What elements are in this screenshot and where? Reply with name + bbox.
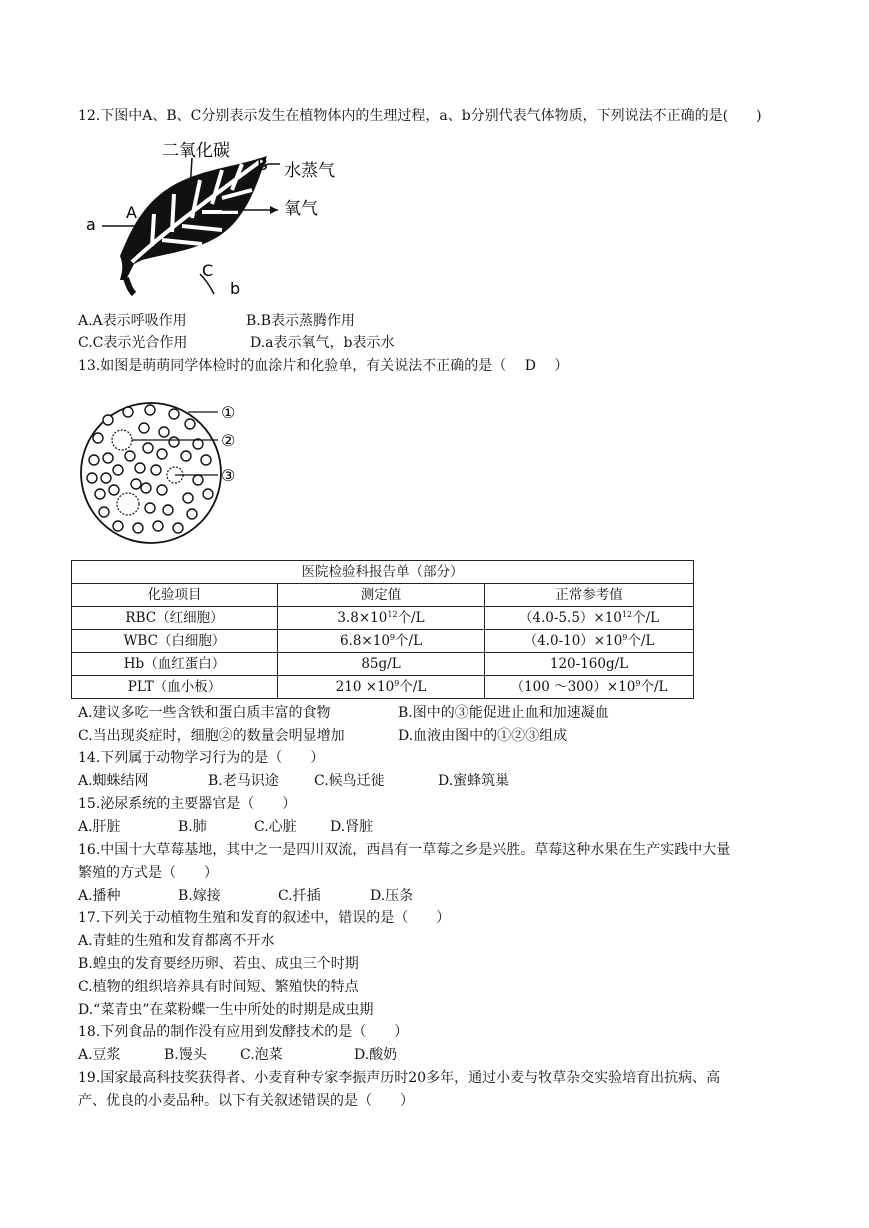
label-co2: 二氧化碳 bbox=[162, 141, 230, 161]
table-row bbox=[72, 653, 694, 676]
red-blood-cell bbox=[93, 433, 103, 443]
header-measured: 测定值 bbox=[278, 584, 485, 607]
row-item: RBC（红细胞） bbox=[72, 607, 278, 630]
q16-option-b: B.嫁接 bbox=[178, 888, 221, 904]
red-blood-cell bbox=[135, 463, 145, 473]
label-a: a bbox=[86, 215, 96, 234]
q12-option-a: A.A表示呼吸作用 bbox=[78, 313, 187, 329]
q15-option-d: D.肾脏 bbox=[330, 819, 374, 835]
lab-report-table bbox=[71, 560, 694, 699]
q14-stem: 14.下列属于动物学习行为的是（ ） bbox=[78, 750, 325, 766]
red-blood-cell bbox=[157, 449, 167, 459]
red-blood-cell bbox=[113, 465, 123, 475]
row-measured: $210 \times 10^9$个/L bbox=[278, 676, 485, 699]
q16-option-c: C.扦插 bbox=[278, 888, 321, 904]
row-measured: 85g/L bbox=[278, 653, 485, 676]
label-2: ② bbox=[221, 431, 236, 450]
row-reference: $(4.0-5.5)\times 10^{12}$个/L bbox=[485, 607, 694, 630]
red-blood-cell bbox=[89, 455, 99, 465]
label-C: C bbox=[202, 261, 214, 280]
red-blood-cell bbox=[139, 423, 149, 433]
q18-option-b: B.馒头 bbox=[164, 1047, 207, 1063]
q18-option-a: A.豆浆 bbox=[78, 1047, 121, 1063]
q12-option-b: B.B表示蒸腾作用 bbox=[246, 313, 356, 329]
q12-stem: 12.下图中A、B、C分别表示发生在植物体内的生理过程，a、b分别代表气体物质，下列说法不正确的是( ) bbox=[78, 108, 762, 124]
q16-option-d: D.压条 bbox=[370, 888, 414, 904]
q17-stem: 17.下列关于动植物生殖和发育的叙述中，错误的是（ ） bbox=[78, 910, 451, 926]
red-blood-cell bbox=[163, 505, 173, 515]
q17-option-a: A.青蛙的生殖和发育都离不开水 bbox=[78, 933, 275, 949]
red-blood-cell bbox=[151, 465, 161, 475]
red-blood-cell bbox=[123, 407, 133, 417]
q19-stem-line1: 19.国家最高科技奖获得者、小麦育种专家李振声历时20多年，通过小麦与牧草杂交实验培育出抗病、高 bbox=[78, 1070, 721, 1086]
label-b: b bbox=[230, 279, 241, 298]
row-measured: $6.8\times 10^9$个/L bbox=[278, 630, 485, 653]
label-vapor: 水蒸气 bbox=[284, 161, 335, 181]
q14-option-a: A.蜘蛛结网 bbox=[78, 773, 149, 789]
red-blood-cell bbox=[173, 523, 183, 533]
label-3: ③ bbox=[221, 466, 236, 485]
table-row bbox=[72, 630, 694, 653]
red-blood-cell bbox=[131, 479, 141, 489]
red-blood-cell bbox=[99, 507, 109, 517]
red-blood-cell bbox=[113, 521, 123, 531]
header-item: 化验项目 bbox=[72, 584, 278, 607]
red-blood-cell bbox=[157, 485, 167, 495]
q13-option-a: A.建议多吃一些含铁和蛋白质丰富的食物 bbox=[78, 705, 331, 721]
label-1: ① bbox=[221, 403, 236, 422]
leaf-process-diagram bbox=[82, 134, 357, 304]
header-reference: 正常参考值 bbox=[485, 584, 694, 607]
q13-stem: 13.如图是萌萌同学体检时的血涂片和化验单，有关说法不正确的是（ D ） bbox=[78, 358, 569, 374]
red-blood-cell bbox=[193, 475, 203, 485]
q15-option-a: A.肝脏 bbox=[78, 819, 121, 835]
red-blood-cell bbox=[125, 451, 135, 461]
red-blood-cell bbox=[183, 493, 193, 503]
red-blood-cell bbox=[141, 483, 151, 493]
q18-option-c: C.泡菜 bbox=[240, 1047, 283, 1063]
red-blood-cell bbox=[181, 451, 191, 461]
table-title: 医院检验科报告单（部分） bbox=[72, 561, 694, 584]
red-blood-cell bbox=[187, 509, 197, 519]
red-blood-cell bbox=[133, 523, 143, 533]
q13-option-d: D.血液由图中的①②③组成 bbox=[398, 728, 568, 744]
q16-stem-line1: 16.中国十大草莓基地，其中之一是四川双流，西昌有一草莓之乡是兴胜。草莓这种水果在生产实践中大量 bbox=[78, 842, 731, 858]
row-reference: $(4.0-10)\times 10^9$个/L bbox=[485, 630, 694, 653]
red-blood-cell bbox=[169, 409, 179, 419]
row-measured: $3.8\times 10^{12}$个/L bbox=[278, 607, 485, 630]
red-blood-cell bbox=[101, 473, 111, 483]
q14-option-d: D.蜜蜂筑巢 bbox=[438, 773, 510, 789]
white-blood-cell-2 bbox=[117, 493, 139, 515]
table-row bbox=[72, 607, 694, 630]
red-blood-cell bbox=[145, 503, 155, 513]
q15-option-b: B.肺 bbox=[178, 819, 207, 835]
row-reference: 120-160g/L bbox=[485, 653, 694, 676]
q19-stem-line2: 产、优良的小麦品种。以下有关叙述错误的是（ ） bbox=[78, 1093, 414, 1109]
smear-field bbox=[81, 403, 221, 543]
label-B: B bbox=[257, 155, 268, 174]
red-blood-cell bbox=[169, 437, 179, 447]
red-blood-cell bbox=[153, 521, 163, 531]
q15-stem: 15.泌尿系统的主要器官是（ ） bbox=[78, 796, 297, 812]
q17-option-b: B.蝗虫的发育要经历卵、若虫、成虫三个时期 bbox=[78, 956, 359, 972]
row-item: PLT（血小板） bbox=[72, 676, 278, 699]
q16-stem-line2: 繁殖的方式是（ ） bbox=[78, 865, 218, 881]
red-blood-cell bbox=[159, 427, 169, 437]
q14-option-b: B.老马识途 bbox=[208, 773, 279, 789]
q13-option-c: C.当出现炎症时，细胞②的数量会明显增加 bbox=[78, 728, 345, 744]
q18-option-d: D.酸奶 bbox=[354, 1047, 398, 1063]
q17-option-c: C.植物的组织培养具有时间短、繁殖快的特点 bbox=[78, 979, 359, 995]
q13-option-b: B.图中的③能促进止血和加速凝血 bbox=[398, 705, 609, 721]
q17-option-d: D.“菜青虫”在菜粉蝶一生中所处的时期是成虫期 bbox=[78, 1002, 374, 1018]
red-blood-cell bbox=[103, 453, 113, 463]
label-A: A bbox=[126, 203, 137, 222]
red-blood-cell bbox=[109, 485, 119, 495]
table-header-row bbox=[72, 584, 694, 607]
q18-stem: 18.下列食品的制作没有应用到发酵技术的是（ ） bbox=[78, 1024, 409, 1040]
red-blood-cell bbox=[145, 405, 155, 415]
table-row bbox=[72, 676, 694, 699]
leaf-stem bbox=[126, 278, 134, 294]
q12-option-d: D.a表示氧气，b表示水 bbox=[250, 335, 395, 351]
red-blood-cell bbox=[185, 419, 195, 429]
q14-option-c: C.候鸟迁徙 bbox=[314, 773, 385, 789]
red-blood-cell bbox=[203, 489, 213, 499]
q15-option-c: C.心脏 bbox=[254, 819, 297, 835]
q12-option-c: C.C表示光合作用 bbox=[78, 335, 188, 351]
row-item: Hb（血红蛋白） bbox=[72, 653, 278, 676]
q16-option-a: A.播种 bbox=[78, 888, 121, 904]
blood-smear-diagram bbox=[78, 398, 248, 548]
red-blood-cell bbox=[201, 455, 211, 465]
red-blood-cell bbox=[103, 415, 113, 425]
white-blood-cell-1 bbox=[112, 430, 132, 450]
row-reference: （100 $\sim 300)\times 10^9$个/L bbox=[485, 676, 694, 699]
red-blood-cell bbox=[87, 473, 97, 483]
label-oxygen: 氧气 bbox=[284, 199, 318, 219]
red-blood-cell bbox=[143, 443, 153, 453]
red-blood-cell bbox=[95, 489, 105, 499]
row-item: WBC（白细胞） bbox=[72, 630, 278, 653]
